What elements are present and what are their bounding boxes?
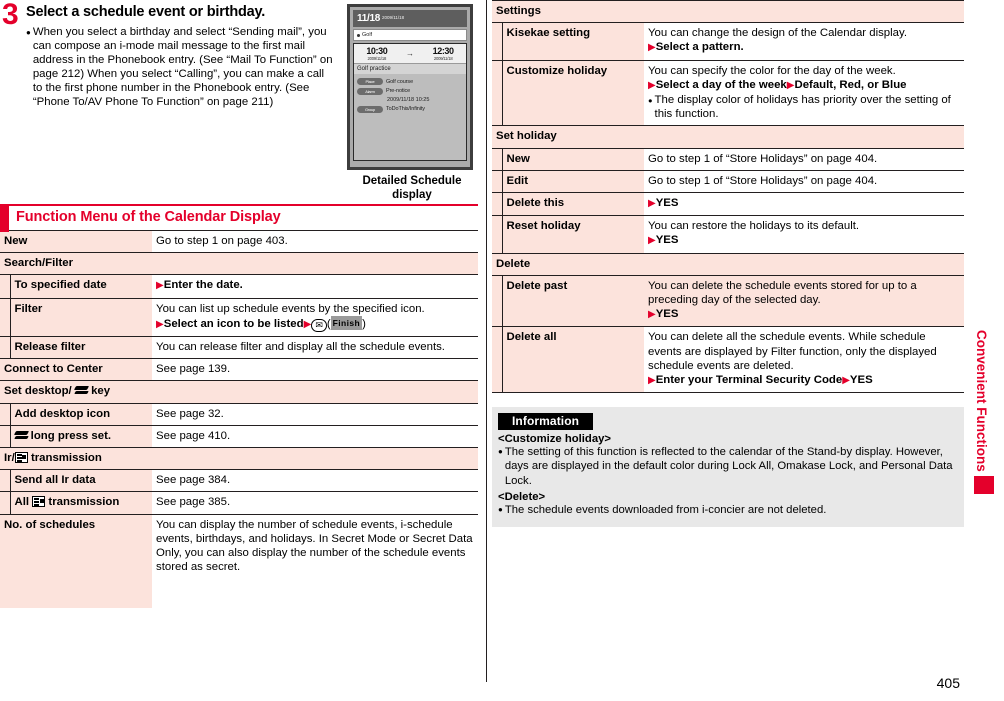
bullet-icon: ●	[648, 96, 653, 106]
group-label-post: key	[91, 385, 111, 398]
row-desc: Go to step 1 of “Store Holidays” on page 404.	[644, 148, 964, 170]
row-desc-bold: YES	[655, 197, 679, 210]
table-row	[492, 275, 964, 327]
row-label: Kisekae setting	[502, 23, 644, 60]
row-label-post: transmission	[48, 496, 120, 509]
row-desc-arrow-a: Enter your Terminal Security Code	[655, 374, 843, 387]
phone-event-title: Golf	[362, 32, 373, 38]
bullet-icon: ●	[498, 504, 503, 514]
row-label	[10, 492, 152, 514]
row-label: Delete past	[502, 275, 644, 327]
phone-end-date: 2009/11/18	[433, 56, 453, 61]
row-desc-line2: YES	[655, 234, 679, 247]
arrow-marker-icon: ▶	[303, 318, 312, 330]
row-desc: See page 384.	[152, 470, 478, 492]
table-row	[0, 492, 478, 514]
row-desc: You can list up schedule events by the specified icon. ▶Select an icon to be listed▶ ✉ ( Finish )	[152, 298, 478, 336]
group-label: Set holiday	[492, 126, 964, 148]
section-tab-marker	[0, 206, 9, 232]
bullet-icon: ●	[498, 447, 503, 457]
list-item	[357, 88, 463, 95]
phone-end-time: 12:30	[432, 46, 454, 56]
row-label: Connect to Center	[0, 359, 152, 381]
figure-caption-line1: Detailed Schedule	[362, 175, 462, 187]
phone-detail-list	[354, 74, 466, 160]
table-row	[492, 193, 964, 216]
group-label-pre: Set desktop/	[4, 385, 72, 398]
phone-screen	[347, 4, 473, 170]
table-row	[0, 231, 478, 253]
group-label	[0, 448, 478, 470]
row-label: Delete this	[502, 193, 644, 216]
row-label: No. of schedules	[0, 514, 152, 608]
row-label-post: long press set.	[30, 429, 112, 442]
side-tab-block	[974, 476, 994, 494]
section-heading	[0, 204, 478, 230]
row-desc-line1: You can list up schedule events by the specified icon.	[156, 302, 425, 315]
arrow-marker-icon: ▶	[786, 79, 795, 91]
information-paragraph-2-text: The schedule events downloaded from i-concier are not deleted.	[504, 503, 827, 516]
phone-tag: Alarm	[357, 88, 383, 95]
row-label	[10, 425, 152, 447]
group-label: Delete	[492, 253, 964, 275]
group-label: Settings	[492, 1, 964, 23]
side-tab	[974, 330, 994, 494]
row-label: New	[502, 148, 644, 170]
row-desc: See page 410.	[152, 425, 478, 447]
row-label: Filter	[10, 298, 152, 336]
row-desc: See page 385.	[152, 492, 478, 514]
row-desc-line1: You can restore the holidays to its default.	[648, 220, 860, 233]
row-desc-line2: Select a pattern.	[655, 41, 744, 54]
phone-date-bar	[353, 10, 467, 27]
row-desc	[644, 327, 964, 392]
row-label: Reset holiday	[502, 216, 644, 253]
row-label: Release filter	[10, 337, 152, 359]
row-desc-arrow-b: YES	[849, 374, 873, 387]
row-desc-line1: You can delete all the schedule events. While schedule events are displayed by Filter function, only the displayed schedule events are deleted.	[648, 331, 937, 372]
left-column	[0, 0, 478, 701]
row-indent	[0, 425, 10, 447]
arrow-marker-icon: ▶	[648, 79, 656, 91]
row-desc: See page 32.	[152, 403, 478, 425]
row-indent	[492, 148, 502, 170]
group-label	[0, 381, 478, 403]
row-label: Customize holiday	[502, 60, 644, 126]
phone-body	[353, 43, 467, 161]
row-desc: You can release filter and display all the schedule events.	[152, 337, 478, 359]
phone-item-text: Pre-notice	[386, 88, 411, 94]
mail-key-icon: ✉	[311, 319, 327, 332]
row-desc-arrow-b: Default, Red, or Blue	[794, 78, 907, 91]
row-desc-line2: YES	[655, 308, 679, 321]
row-indent	[0, 275, 10, 298]
row-desc	[644, 23, 964, 60]
row-indent	[492, 327, 502, 392]
phone-tag: Group	[357, 106, 383, 113]
right-column	[492, 0, 964, 701]
group-label-pre: Ir/	[4, 452, 15, 465]
row-indent	[0, 470, 10, 492]
side-tab-label: Convenient Functions	[974, 330, 989, 472]
phone-date: 11/18	[357, 13, 380, 24]
row-desc	[644, 275, 964, 327]
table-row	[0, 425, 478, 447]
row-label-pre: All	[14, 496, 30, 509]
phone-start	[366, 46, 387, 61]
table-group-row	[0, 253, 478, 275]
row-desc-bullet: The display color of holidays has priority over the setting of this function.	[654, 94, 951, 121]
arrow-marker-icon: ▶	[648, 235, 656, 247]
row-indent	[0, 337, 10, 359]
information-paragraph-1-text: The setting of this function is reflected to the calendar of the Stand-by display. However, days are displayed in the default color during Lock All, Omakase Lock, and Personal Data Lock.	[504, 446, 953, 487]
list-item	[357, 106, 463, 113]
arrow-marker-icon: ▶	[648, 375, 656, 387]
phone-subject: Golf practice	[354, 63, 466, 74]
phone-tag: Place	[357, 78, 383, 85]
row-desc	[644, 193, 964, 216]
row-label: To specified date	[10, 275, 152, 298]
row-indent	[0, 298, 10, 336]
table-group-row	[492, 126, 964, 148]
table-bottom-rule	[492, 392, 964, 393]
row-desc: Go to step 1 on page 403.	[152, 231, 478, 253]
phone-end	[433, 46, 454, 61]
ir-transmission-icon	[15, 452, 28, 463]
row-indent	[0, 492, 10, 514]
table-row	[492, 23, 964, 60]
row-label: Delete all	[502, 327, 644, 392]
page-number: 405	[936, 675, 960, 691]
table-group-row	[492, 1, 964, 23]
row-desc-arrow-a: Select a day of the week	[655, 78, 787, 91]
arrow-marker-icon: ▶	[842, 375, 850, 387]
arrow-marker-icon: ▶	[648, 42, 656, 54]
row-desc-line1: You can change the design of the Calendar display.	[648, 27, 908, 40]
row-indent	[492, 275, 502, 327]
information-box	[492, 407, 964, 527]
figure-caption-line2: display	[392, 189, 432, 201]
information-paragraph-1	[498, 445, 958, 488]
group-label: Search/Filter	[0, 253, 478, 275]
list-item	[357, 78, 463, 85]
table-group-row	[0, 381, 478, 403]
phone-event-title-bar	[353, 29, 467, 41]
desktop-key-icon	[75, 386, 88, 395]
row-desc: Go to step 1 of “Store Holidays” on page 404.	[644, 170, 964, 192]
row-indent	[492, 193, 502, 216]
table-row	[492, 327, 964, 392]
phone-item-text: ToDoThis/Infinity	[386, 106, 425, 112]
table-row	[0, 403, 478, 425]
table-row	[492, 170, 964, 192]
table-row	[0, 275, 478, 298]
row-desc	[644, 216, 964, 253]
phone-item-text: Golf course	[386, 78, 414, 85]
step-number: 3	[2, 0, 19, 31]
section-title: Function Menu of the Calendar Display	[16, 209, 281, 225]
function-menu-table-right	[492, 0, 964, 392]
table-row	[492, 148, 964, 170]
arrow-marker-icon: ▶	[648, 198, 656, 210]
table-row	[492, 60, 964, 126]
row-indent	[492, 170, 502, 192]
information-paragraph-2	[498, 503, 958, 517]
ir-transmission-icon	[32, 496, 45, 507]
phone-alarm-time: 2009/11/18 10:25	[387, 97, 430, 103]
row-label: Add desktop icon	[10, 403, 152, 425]
row-desc-line1: You can delete the schedule events stored for up to a preceding day of the selected day.	[648, 279, 917, 307]
row-indent	[492, 60, 502, 126]
row-label: Edit	[502, 170, 644, 192]
desktop-key-icon	[15, 431, 28, 440]
information-subhead-2: <Delete>	[498, 490, 546, 503]
finish-softkey-label: Finish	[331, 316, 362, 330]
row-desc-line1: You can specify the color for the day of the week.	[648, 64, 896, 77]
table-row	[492, 216, 964, 253]
phone-start-time: 10:30	[366, 46, 388, 56]
row-indent	[492, 216, 502, 253]
row-desc-line2: Select an icon to be listed	[163, 317, 304, 330]
row-label: Send all Ir data	[10, 470, 152, 492]
row-indent	[0, 403, 10, 425]
row-desc-bold: Enter the date.	[163, 279, 243, 292]
row-label: New	[0, 231, 152, 253]
row-desc: See page 139.	[152, 359, 478, 381]
arrow-right-icon: →	[405, 49, 414, 58]
row-desc: You can display the number of schedule events, i-schedule events, birthdays, and holidays. In Secret Mode or Secret Data Only, you can also display the number of the schedule events stored as secret.	[152, 514, 478, 608]
arrow-marker-icon: ▶	[156, 318, 164, 330]
row-desc	[644, 60, 964, 126]
arrow-marker-icon: ▶	[156, 280, 164, 292]
step-body-text: When you select a birthday and select “Sending mail”, you can compose an i-mode mail message to the first mail address in the Phonebook entry. (See “Mail To Function” on page 212) When you select “Calling”, you can make a call to the first phone number in the Phonebook entry. (See “Phone To/AV Phone To Function” on page 211)	[32, 26, 333, 109]
table-group-row	[492, 253, 964, 275]
phone-date-sub: 2009/11/18	[381, 15, 405, 21]
information-subhead-1: <Customize holiday>	[498, 433, 611, 446]
arrow-marker-icon: ▶	[648, 309, 656, 321]
table-row	[0, 514, 478, 608]
information-title: Information	[498, 413, 593, 430]
step-body	[26, 25, 336, 110]
table-row	[0, 337, 478, 359]
detailed-schedule-figure	[347, 4, 477, 202]
row-indent	[492, 23, 502, 60]
row-desc	[152, 275, 478, 298]
bullet-dot-icon	[357, 34, 360, 37]
phone-start-date: 2009/11/18	[367, 56, 387, 61]
column-divider	[486, 0, 487, 682]
group-label-post: transmission	[30, 452, 102, 465]
bullet-icon: ●	[26, 28, 31, 37]
function-menu-table-left	[0, 230, 478, 608]
table-group-row	[0, 448, 478, 470]
table-row	[0, 298, 478, 336]
table-row	[0, 359, 478, 381]
step-title: Select a schedule event or birthday.	[26, 4, 266, 20]
phone-time-row	[354, 44, 466, 63]
table-row	[0, 470, 478, 492]
